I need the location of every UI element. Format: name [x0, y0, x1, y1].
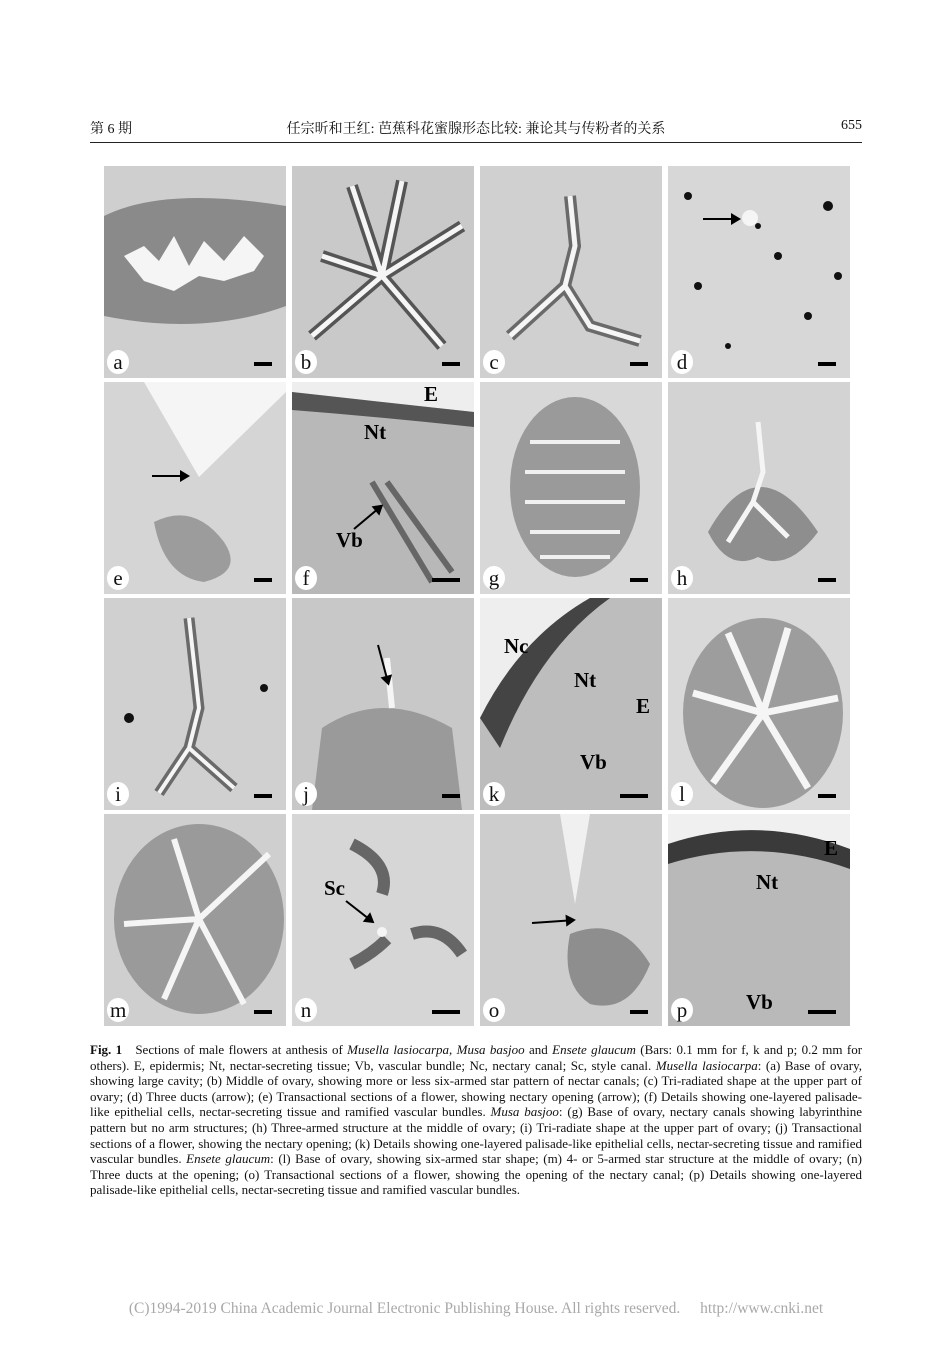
- figure-label: Fig. 1: [90, 1042, 123, 1057]
- micrograph-k: [480, 598, 662, 810]
- caption-text: : (g) Base of ovary, nectary canals showing labyrinthine pattern but no arm structures; (h) Three-armed structure at the middle of ovary; (i) Tri-radiate shape at the upper part of ovary; (j) Transactional sections of a flower, showing the nectary opening; (k) Details showing one-layered palisade-like epithelial cells, nectar-secreting tissue and ramified vascular bundles.: [90, 1104, 863, 1167]
- panel-label: h: [671, 566, 693, 590]
- panel-a: [104, 166, 286, 378]
- caption-text: Sections of male flowers at anthesis of: [135, 1042, 343, 1057]
- species-name: Musella lasiocarpa: [655, 1057, 758, 1073]
- panel-m: [104, 814, 286, 1026]
- micrograph-i: [104, 598, 286, 810]
- panel-l: [668, 598, 850, 810]
- caption-text: and: [528, 1042, 548, 1057]
- panel-label: d: [671, 350, 693, 374]
- label-epidermis: E: [824, 836, 839, 860]
- scale-bar: [254, 362, 272, 366]
- panel-o: [480, 814, 662, 1026]
- caption-text: (Bars: 0.1 mm for f, k and p; 0.2 mm for others). E, epidermis; Nt, nectar-secreting tissue; Vb, vascular bundle; Nc, nectary canal; Sc, style canal.: [90, 1042, 863, 1073]
- copyright-text: (C)1994-2019 China Academic Journal Electronic Publishing House. All rights reserved.: [128, 1300, 681, 1317]
- scale-bar: [630, 1010, 648, 1014]
- caption-text: : (a) Base of ovary, showing large cavity; (b) Middle of ovary, showing more or less six-armed star pattern of nectar canals; (c) Tri-radiated shape at the upper part of ovary; (d) Three ducts (arrow); (e) Transactional sections of a flower, showing nectary opening (arrow); (f) Details showing one-layered palisade-like epithelial cells, nectar-secreting tissue and ramified vascular bundles.: [90, 1057, 863, 1120]
- scale-bar: [630, 578, 648, 582]
- panel-label: i: [107, 782, 129, 806]
- panel-f: [292, 382, 474, 594]
- arrow-marker: [703, 218, 739, 220]
- figure-caption: [90, 1042, 862, 1198]
- label-style-canal: Sc: [324, 876, 345, 900]
- panel-label: n: [295, 998, 317, 1022]
- panel-e: [104, 382, 286, 594]
- scale-bar: [818, 578, 836, 582]
- panel-n: [292, 814, 474, 1026]
- footer-url[interactable]: http://www.cnki.net: [700, 1300, 824, 1317]
- panel-label: g: [483, 566, 505, 590]
- panel-g: [480, 382, 662, 594]
- scale-bar: [442, 362, 460, 366]
- scale-bar: [818, 362, 836, 366]
- panel-label: e: [107, 566, 129, 590]
- panel-j: [292, 598, 474, 810]
- panel-label: f: [295, 566, 317, 590]
- label-nectar-tissue: Nt: [574, 668, 597, 692]
- caption-text: : (l) Base of ovary, showing six-armed star shape; (m) 4- or 5-armed star structure at the middle of ovary; (n) Three ducts at the opening; (o) Transactional sections of a flower, showing the opening of the nectary canal; (p) Details showing one-layered palisade-like epithelial cells, nectar-secreting tissue and ramified vascular bundles.: [90, 1151, 863, 1198]
- issue-number: 第 6 期: [90, 122, 132, 137]
- panel-i: [104, 598, 286, 810]
- panel-b: [292, 166, 474, 378]
- header-rule: [90, 142, 862, 143]
- species-name: Musa basjoo: [456, 1042, 525, 1057]
- panel-label: k: [483, 782, 505, 806]
- scale-bar: [432, 1010, 460, 1014]
- micrograph-n: [292, 814, 474, 1026]
- caption-text: ,: [449, 1042, 453, 1057]
- label-nectar-tissue: Nt: [364, 420, 387, 444]
- panel-label: o: [483, 998, 505, 1022]
- copyright-footer: [0, 1300, 952, 1318]
- label-vascular-bundle: Vb: [580, 750, 607, 774]
- running-header: [90, 118, 862, 140]
- scale-bar: [630, 362, 648, 366]
- scale-bar: [432, 578, 460, 582]
- label-nectar-tissue: Nt: [756, 870, 779, 894]
- species-name: Musella lasiocarpa: [347, 1042, 450, 1057]
- species-name: Ensete glaucum: [552, 1042, 636, 1057]
- panel-label: m: [107, 998, 129, 1022]
- panel-k: [480, 598, 662, 810]
- panel-p: [668, 814, 850, 1026]
- micrograph-j: [292, 598, 474, 810]
- micrograph-e: [104, 382, 286, 594]
- panel-label: l: [671, 782, 693, 806]
- scale-bar: [818, 794, 836, 798]
- panel-label: b: [295, 350, 317, 374]
- scale-bar: [808, 1010, 836, 1014]
- scale-bar: [254, 1010, 272, 1014]
- micrograph-g: [480, 382, 662, 594]
- figure-grid: [104, 166, 852, 1028]
- panel-h: [668, 382, 850, 594]
- micrograph-f: [292, 382, 474, 594]
- label-epidermis: E: [424, 382, 439, 406]
- panel-label: c: [483, 350, 505, 374]
- label-epidermis: E: [636, 694, 651, 718]
- label-vascular-bundle: Vb: [336, 528, 363, 552]
- panel-d: [668, 166, 850, 378]
- panel-label: j: [295, 782, 317, 806]
- species-name: Musa basjoo: [490, 1104, 559, 1120]
- scale-bar: [254, 794, 272, 798]
- label-nectary-canal: Nc: [504, 634, 529, 658]
- running-title: 任宗昕和王红: 芭蕉科花蜜腺形态比较: 兼论其与传粉者的关系: [286, 122, 666, 137]
- micrograph-b: [292, 166, 474, 378]
- arrow-marker: [152, 475, 188, 477]
- species-name: Ensete glaucum: [186, 1151, 271, 1167]
- panel-c: [480, 166, 662, 378]
- micrograph-m: [104, 814, 286, 1026]
- scale-bar: [254, 578, 272, 582]
- scale-bar: [620, 794, 648, 798]
- scale-bar: [442, 794, 460, 798]
- micrograph-a: [104, 166, 286, 378]
- panel-label: a: [107, 350, 129, 374]
- micrograph-c: [480, 166, 662, 378]
- page-number: 655: [841, 118, 862, 133]
- micrograph-l: [668, 598, 850, 810]
- micrograph-d: [668, 166, 850, 378]
- micrograph-h: [668, 382, 850, 594]
- panel-label: p: [671, 998, 693, 1022]
- label-vascular-bundle: Vb: [746, 990, 773, 1014]
